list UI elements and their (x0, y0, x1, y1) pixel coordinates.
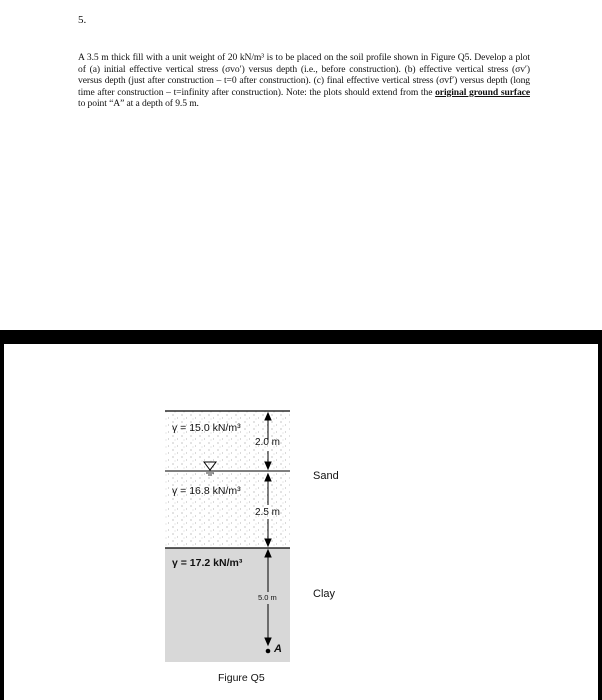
point-a-label: A (274, 643, 282, 655)
question-text-main: A 3.5 m thick fill with a unit weight of 20 kN/m³ is to be placed on the soil profile shown in Figure Q5. Develop a plot of (a) initial effective vertical stress (σvo′) versus depth (i.e., before construction). (b) effective vertical stress (σv′) versus depth (just after construction – t=0 after construction). (c) final effective vertical stress (σvf′) versus depth (long time after construction – t=infinity after construction). Note: the plots should extend from the (78, 52, 530, 98)
question-underlined-text: original ground surface (435, 86, 530, 98)
point-a-marker (266, 649, 271, 654)
layer-2-unit-weight: γ = 16.8 kN/m³ (172, 485, 241, 497)
layer-2-thickness: 2.5 m (255, 507, 281, 518)
layer-1-thickness: 2.0 m (255, 437, 281, 448)
sand-label: Sand (313, 470, 339, 482)
figure-caption: Figure Q5 (218, 672, 265, 684)
layer-1-unit-weight: γ = 15.0 kN/m³ (172, 422, 241, 434)
question-number: 5. (78, 14, 87, 26)
clay-label: Clay (313, 588, 336, 600)
layer-3-unit-weight: γ = 17.2 kN/m³ (172, 557, 243, 569)
layer-3-thickness: 5.0 m (258, 593, 277, 602)
question-text-end: to point “A” at a depth of 9.5 m. (78, 98, 199, 109)
